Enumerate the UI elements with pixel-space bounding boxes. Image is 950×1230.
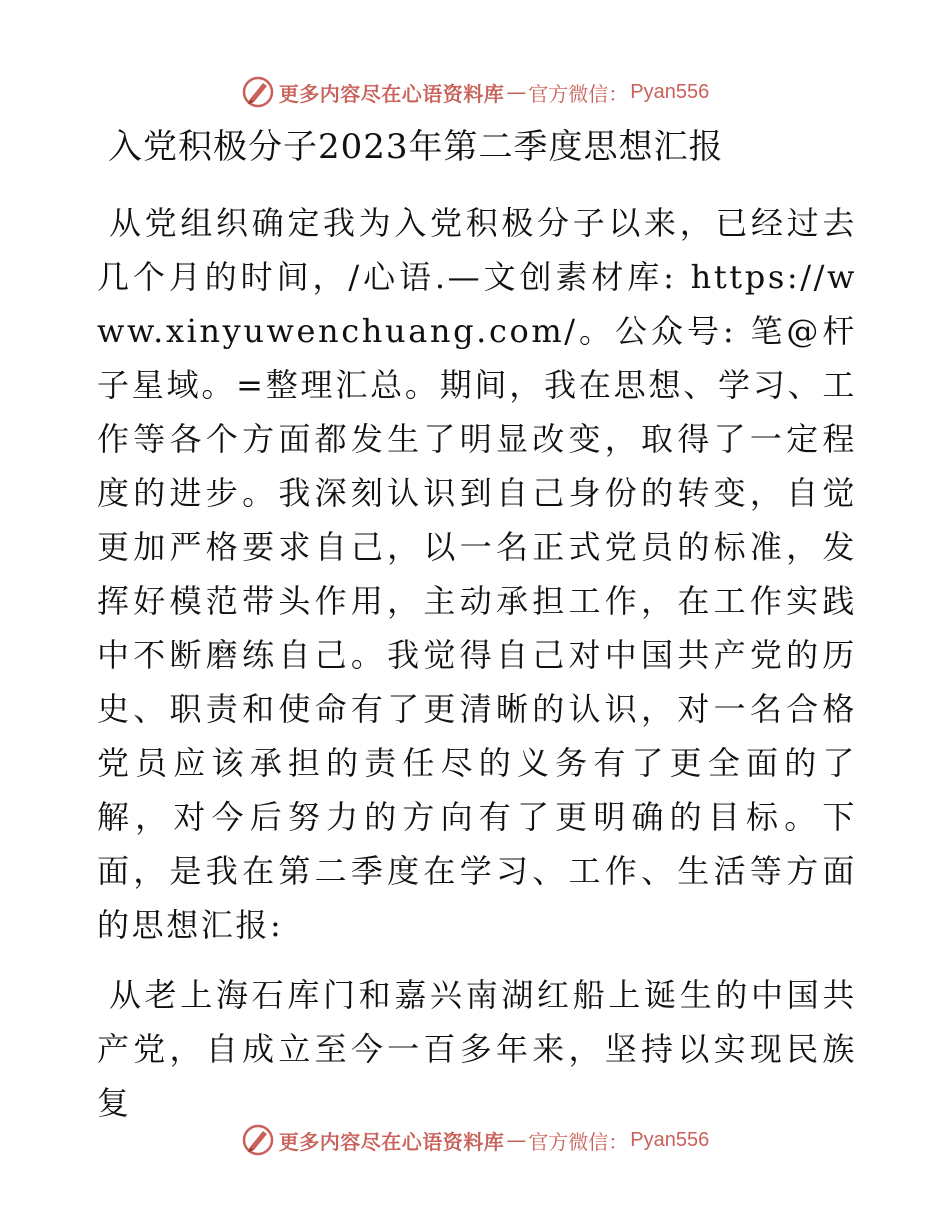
banner-text: 更多内容尽在心语资料库	[278, 81, 505, 106]
banner-wechat-label: 官方微信：	[528, 1129, 629, 1154]
header-banner	[0, 72, 950, 112]
banner-wechat-id: Pyan556	[630, 80, 710, 103]
pen-logo-icon	[241, 1123, 275, 1157]
banner-wechat-id: Pyan556	[630, 1128, 710, 1151]
banner-separator: —	[506, 80, 527, 104]
banner-text: 更多内容尽在心语资料库	[278, 1129, 505, 1154]
pen-logo-icon	[241, 75, 275, 109]
paragraph-intro: 从党组织确定我为入党积极分子以来，已经过去几个月的时间，/心语.—文创素材库: https://www.xinyuwenchuang.com/。公众号: 笔@杆子星域。=整理汇总。期间，我在思想、学习、工作等各个方面都发生了明显改变，取得了一定程度的进步。我深刻认识到自己身份的转变，自觉更加严格要求自己，以一名正式党员的标准，发挥好模范带头作用，主动承担工作，在工作实践中不断磨练自己。我觉得自己对中国共产党的历史、职责和使命有了更清晰的认识，对一名合格党员应该承担的责任尽的义务有了更全面的了解，对今后努力的方向有了更明确的目标。下面，是我在第二季度在学习、工作、生活等方面的思想汇报:	[97, 204, 857, 944]
footer-banner	[0, 1120, 950, 1160]
banner-separator: —	[506, 1128, 527, 1152]
banner-wechat-label: 官方微信：	[528, 81, 629, 106]
paragraph-history: 从老上海石库门和嘉兴南湖红船上诞生的中国共产党，自成立至今一百多年来，坚持以实现民族复	[97, 976, 857, 1122]
document-title: 入党积极分子2023年第二季度思想汇报	[108, 127, 724, 167]
